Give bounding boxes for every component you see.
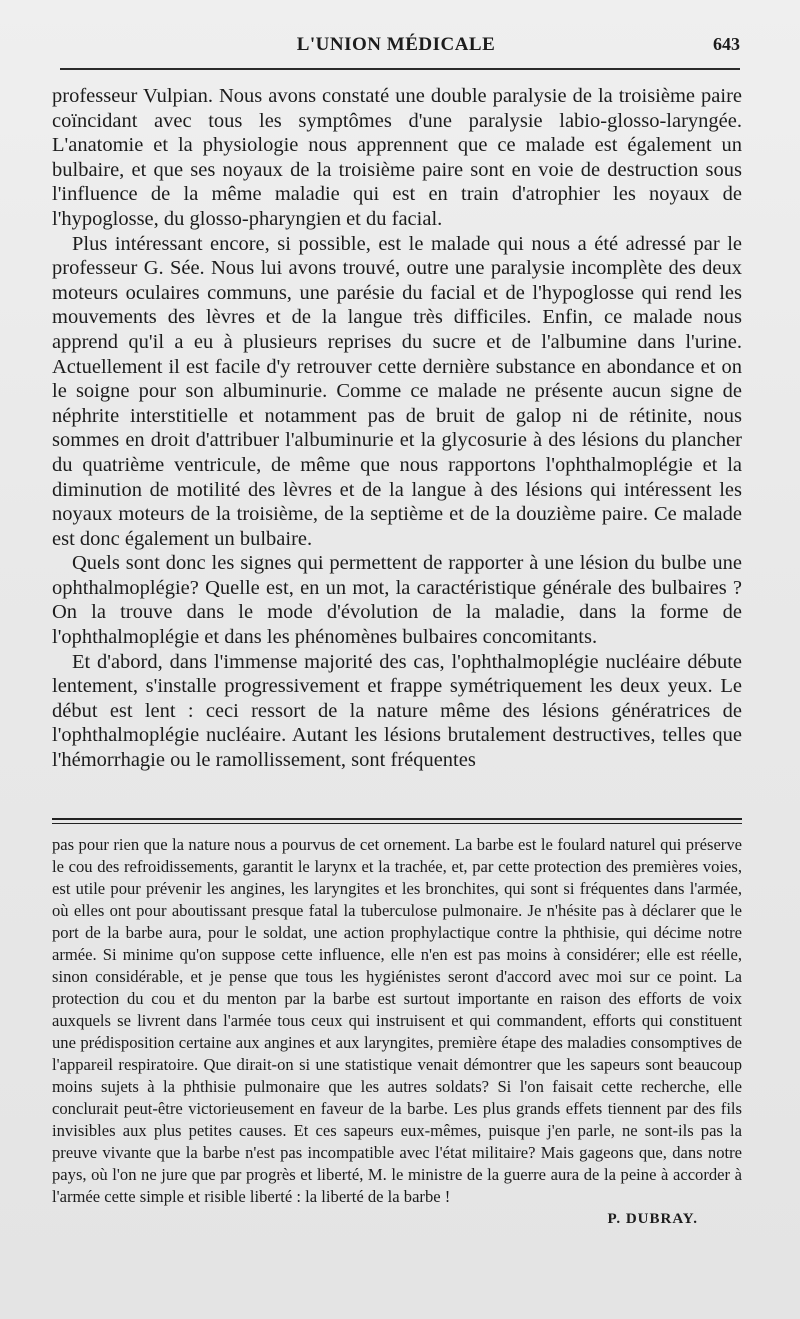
footnote-text: pas pour rien que la nature nous a pourvus de cet ornement. La barbe est le foulard naturel qui préserve le cou des refroidissements, garantit le larynx et la trachée, et, par cette protection des premières voies, est utile pour prévenir les angines, les laryngites et les bronchites, qui sont si fréquentes dans l'armée, où elles ont pour aboutissant presque fatal la tuberculose pulmonaire. Je n'hésite pas à déclarer que le port de la barbe aura, pour le soldat, une action prophylactique contre la phthisie, qui décime notre armée. Si minime qu'on suppose cette influence, elle n'en est pas moins à considérer; elle est réelle, sinon considérable, et je pense que tous les hygiénistes seront d'accord avec moi sur ce point. La protection du cou et du menton par la barbe est surtout importante en raison des efforts de voix auxquels se livrent dans l'armée tous ceux qui instruisent et qui commandent, efforts qui constituent une prédisposition certaine aux angines et aux laryngites, première étape des maladies consomptives de l'appareil respiratoire. Que dirait-on si une statistique venait démontrer que les sapeurs sont beaucoup moins sujets à la phthisie pulmonaire que les autres soldats? Si l'on faisait cette recherche, elle conclurait peut-être victorieusement en faveur de la barbe. Les plus grands effets tiennent par des fils invisibles aux plus petites causes. Et ces sapeurs eux-mêmes, puisque j'en parle, ne sont-ils pas la preuve vivante que la barbe n'est pas incompatible avec l'état militaire? Mais gageons que, dans notre pays, où l'on ne jure que par progrès et liberté, M. le ministre de la guerre aura de la peine à accorder à l'armée cette simple et risible liberté : la liberté de la barbe ! <box>52 835 742 1206</box>
running-head <box>52 34 740 64</box>
paragraph: Et d'abord, dans l'immense majorité des cas, l'ophthalmoplégie nucléaire débute lentement, s'installe progressivement et frappe symétriquement les deux yeux. Le début est lent : ceci ressort de la nature même des lésions génératrices de l'ophthalmoplégie nucléaire. Autant les lésions brutalement destructives, telles que l'hémorrhagie ou le ramollissement, sont fréquentes <box>52 650 742 772</box>
journal-title: L'UNION MÉDICALE <box>296 34 496 55</box>
page-number: 643 <box>713 34 740 54</box>
paragraph: professeur Vulpian. Nous avons constaté une double paralysie de la troisième paire coïncidant avec tous les symptômes d'une paralysie labio-glosso-laryngée. L'anatomie et la physiologie nous apprennent que ce malade est également un bulbaire, et que ses noyaux de la troisième paire sont en voie de destruction sous l'influence de la même maladie qui est en train d'atrophier les noyaux de l'hypoglosse, du glosso-pharyngien et du facial. <box>52 85 742 230</box>
main-text <box>52 84 742 773</box>
header-rule <box>60 68 740 70</box>
footnote-signature: P. DUBRAY. <box>607 1211 698 1227</box>
paragraph: Plus intéressant encore, si possible, est le malade qui nous a été adressé par le professeur G. Sée. Nous lui avons trouvé, outre une paralysie incomplète des deux moteurs oculaires communs, une parésie du facial et de l'hypoglosse qui rend les mouvements des lèvres et de la langue très difficiles. Enfin, ce malade nous apprend qu'il a eu à plusieurs reprises du sucre et de l'albumine dans l'urine. Actuellement il est facile d'y retrouver cette dernière substance en abondance et on le soigne pour son albuminurie. Comme ce malade ne présente aucun signe de néphrite interstitielle et notamment pas de bruit de galop ni de rétinite, nous sommes en droit d'attribuer l'albuminurie et la glycosurie à des lésions du plancher du quatrième ventricule, de même que nous rapportons l'ophthalmoplégie et la diminution de motilité des lèvres et de la langue à des lésions qui intéressent les noyaux moteurs de la troisième, de la septième et de la douzième paire. Ce malade est donc également un bulbaire. <box>52 232 742 550</box>
footnote-separator <box>52 818 742 824</box>
paragraph: Quels sont donc les signes qui permettent de rapporter à une lésion du bulbe une ophthalmoplégie? Quelle est, en un mot, la caractéristique générale des bulbaires ? On la trouve dans le mode d'évolution de la maladie, dans la forme de l'ophthalmoplégie et dans les phénomènes bulbaires concomitants. <box>52 552 742 649</box>
footnote <box>52 834 742 1230</box>
